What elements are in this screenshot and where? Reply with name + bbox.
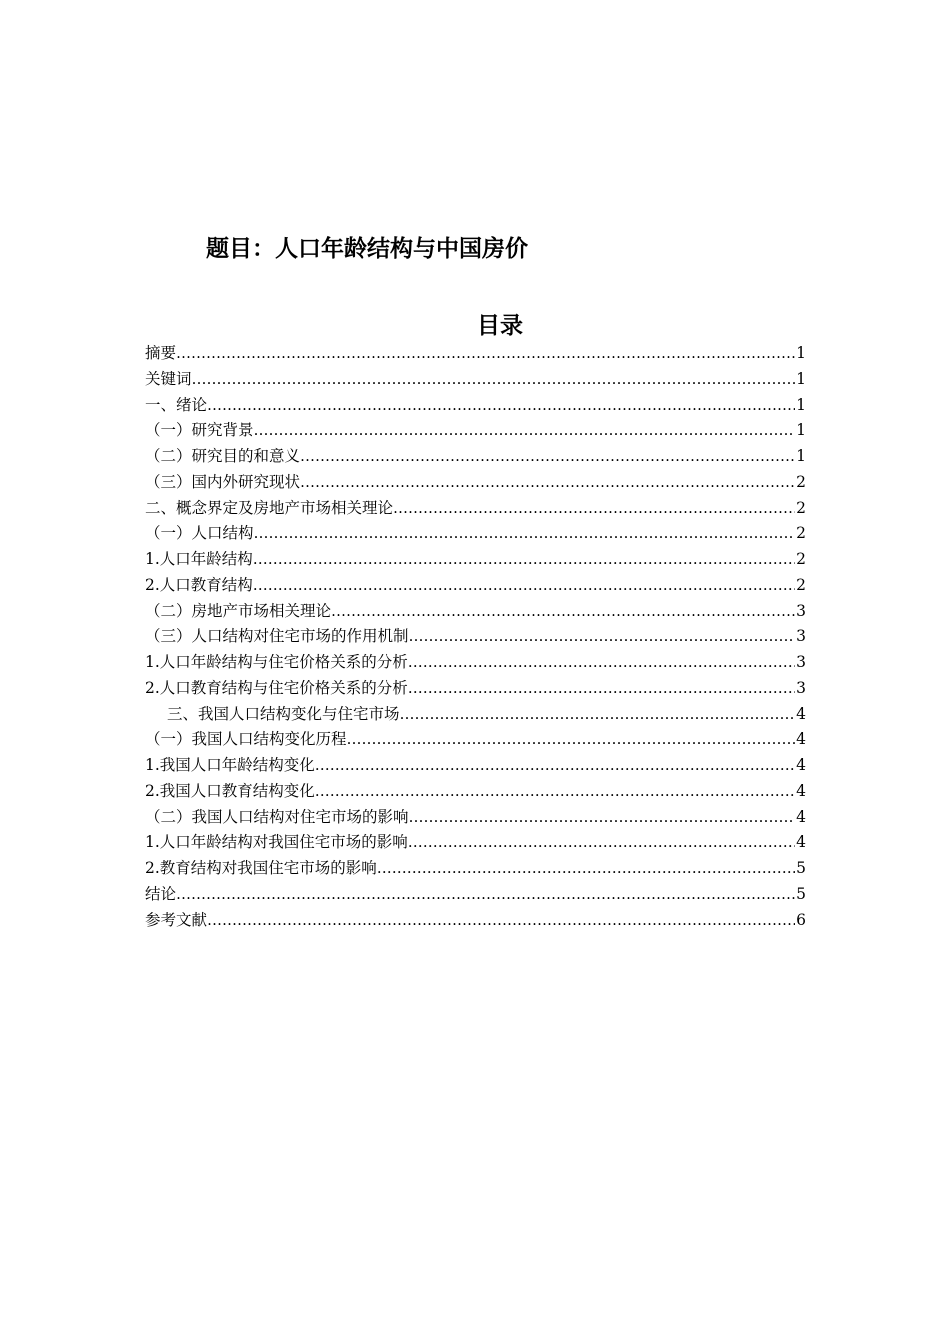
table-of-contents (145, 341, 806, 933)
toc-entry-label: （一）人口结构 (145, 524, 254, 543)
toc-entry-change-history[interactable] (145, 727, 806, 753)
dot-leader (409, 624, 796, 650)
dot-leader (254, 521, 796, 547)
toc-entry-page: 1 (796, 344, 806, 362)
toc-entry-page: 4 (796, 833, 806, 852)
toc-entry-page: 5 (796, 884, 806, 903)
toc-entry-page: 5 (796, 859, 806, 877)
toc-entry-label: （三）人口结构对住宅市场的作用机制 (145, 627, 409, 646)
toc-entry-page: 1 (796, 421, 806, 440)
toc-entry-page: 4 (796, 756, 806, 774)
toc-entry-label: 1.人口年龄结构对我国住宅市场的影响 (145, 833, 408, 852)
toc-entry-impact[interactable] (145, 805, 806, 831)
toc-entry-label: 二、概念界定及房地产市场相关理论 (145, 498, 394, 517)
toc-entry-real-estate-theory[interactable] (145, 599, 806, 625)
toc-entry-age-change[interactable] (145, 753, 806, 779)
toc-entry-label: （二）我国人口结构对住宅市场的影响 (145, 807, 409, 826)
toc-entry-label: 关键词 (145, 369, 192, 388)
dot-leader (300, 444, 795, 470)
toc-entry-page: 2 (796, 498, 806, 517)
toc-entry-introduction[interactable] (145, 393, 806, 419)
dot-leader (253, 573, 795, 599)
dot-leader (254, 418, 796, 444)
dot-leader (207, 908, 795, 934)
toc-entry-page: 6 (796, 910, 806, 929)
dot-leader (315, 779, 795, 805)
toc-entry-page: 3 (796, 678, 806, 697)
toc-entry-label: 参考文献 (145, 910, 208, 929)
dot-leader (408, 830, 795, 856)
toc-entry-page: 1 (796, 395, 806, 414)
toc-entry-education-impact[interactable] (145, 856, 806, 882)
toc-entry-page: 4 (796, 807, 806, 826)
toc-entry-label: 2.人口教育结构与住宅价格关系的分析 (145, 678, 408, 697)
toc-entry-conclusion[interactable] (145, 882, 806, 908)
toc-entry-page: 3 (796, 627, 806, 646)
dot-leader (176, 341, 795, 367)
toc-entry-education-structure[interactable] (145, 573, 806, 599)
dot-leader (408, 650, 795, 676)
toc-entry-label: 2.我国人口教育结构变化 (145, 781, 315, 800)
dot-leader (315, 753, 795, 779)
toc-entry-label: 摘要 (145, 344, 177, 362)
toc-entry-abstract[interactable] (145, 341, 806, 367)
toc-entry-education-change[interactable] (145, 779, 806, 805)
toc-entry-label: 1.我国人口年龄结构变化 (145, 756, 315, 774)
toc-entry-page: 2 (796, 575, 806, 594)
toc-entry-page: 4 (796, 704, 806, 723)
dot-leader (393, 496, 795, 522)
toc-entry-label: 三、我国人口结构变化与住宅市场 (167, 704, 400, 723)
toc-entry-label: 结论 (145, 884, 177, 903)
toc-entry-literature[interactable] (145, 470, 806, 496)
toc-entry-chapter-three[interactable] (145, 702, 806, 728)
toc-entry-page: 1 (796, 369, 806, 388)
dot-leader (377, 856, 795, 882)
toc-entry-page: 2 (796, 524, 806, 543)
dot-leader (409, 805, 796, 831)
toc-entry-page: 2 (796, 550, 806, 568)
toc-heading: 目录 (477, 313, 523, 339)
toc-entry-page: 4 (796, 781, 806, 800)
toc-entry-keywords[interactable] (145, 367, 806, 393)
toc-entry-references[interactable] (145, 908, 806, 934)
dot-leader (408, 676, 795, 702)
dot-leader (300, 470, 795, 496)
toc-entry-page: 3 (796, 653, 806, 671)
toc-entry-label: （一）研究背景 (145, 421, 254, 440)
toc-entry-label: （三）国内外研究现状 (145, 472, 301, 491)
toc-entry-label: 2.人口教育结构 (145, 575, 253, 594)
dot-leader (176, 882, 795, 908)
dot-leader (207, 393, 795, 419)
toc-entry-label: （二）房地产市场相关理论 (145, 601, 332, 620)
toc-entry-label: 2.教育结构对我国住宅市场的影响 (145, 859, 377, 877)
toc-entry-label: （一）我国人口结构变化历程 (145, 730, 347, 749)
document-title: 题目：人口年龄结构与中国房价 (206, 236, 528, 262)
toc-entry-population-structure[interactable] (145, 521, 806, 547)
toc-entry-page: 3 (796, 601, 806, 620)
toc-entry-label: 1.人口年龄结构与住宅价格关系的分析 (145, 653, 408, 671)
dot-leader (400, 702, 796, 728)
toc-entry-page: 2 (796, 472, 806, 491)
toc-entry-mechanism[interactable] (145, 624, 806, 650)
toc-entry-age-structure[interactable] (145, 547, 806, 573)
toc-entry-purpose[interactable] (145, 444, 806, 470)
toc-entry-label: （二）研究目的和意义 (145, 447, 301, 465)
dot-leader (192, 367, 796, 393)
dot-leader (331, 599, 795, 625)
toc-entry-concepts[interactable] (145, 496, 806, 522)
toc-entry-education-price-analysis[interactable] (145, 676, 806, 702)
toc-entry-age-impact[interactable] (145, 830, 806, 856)
toc-entry-label: 一、绪论 (145, 395, 208, 414)
toc-entry-background[interactable] (145, 418, 806, 444)
toc-entry-age-price-analysis[interactable] (145, 650, 806, 676)
toc-entry-page: 1 (796, 447, 806, 465)
dot-leader (253, 547, 795, 573)
toc-entry-page: 4 (796, 730, 806, 749)
dot-leader (347, 727, 796, 753)
toc-entry-label: 1.人口年龄结构 (145, 550, 253, 568)
